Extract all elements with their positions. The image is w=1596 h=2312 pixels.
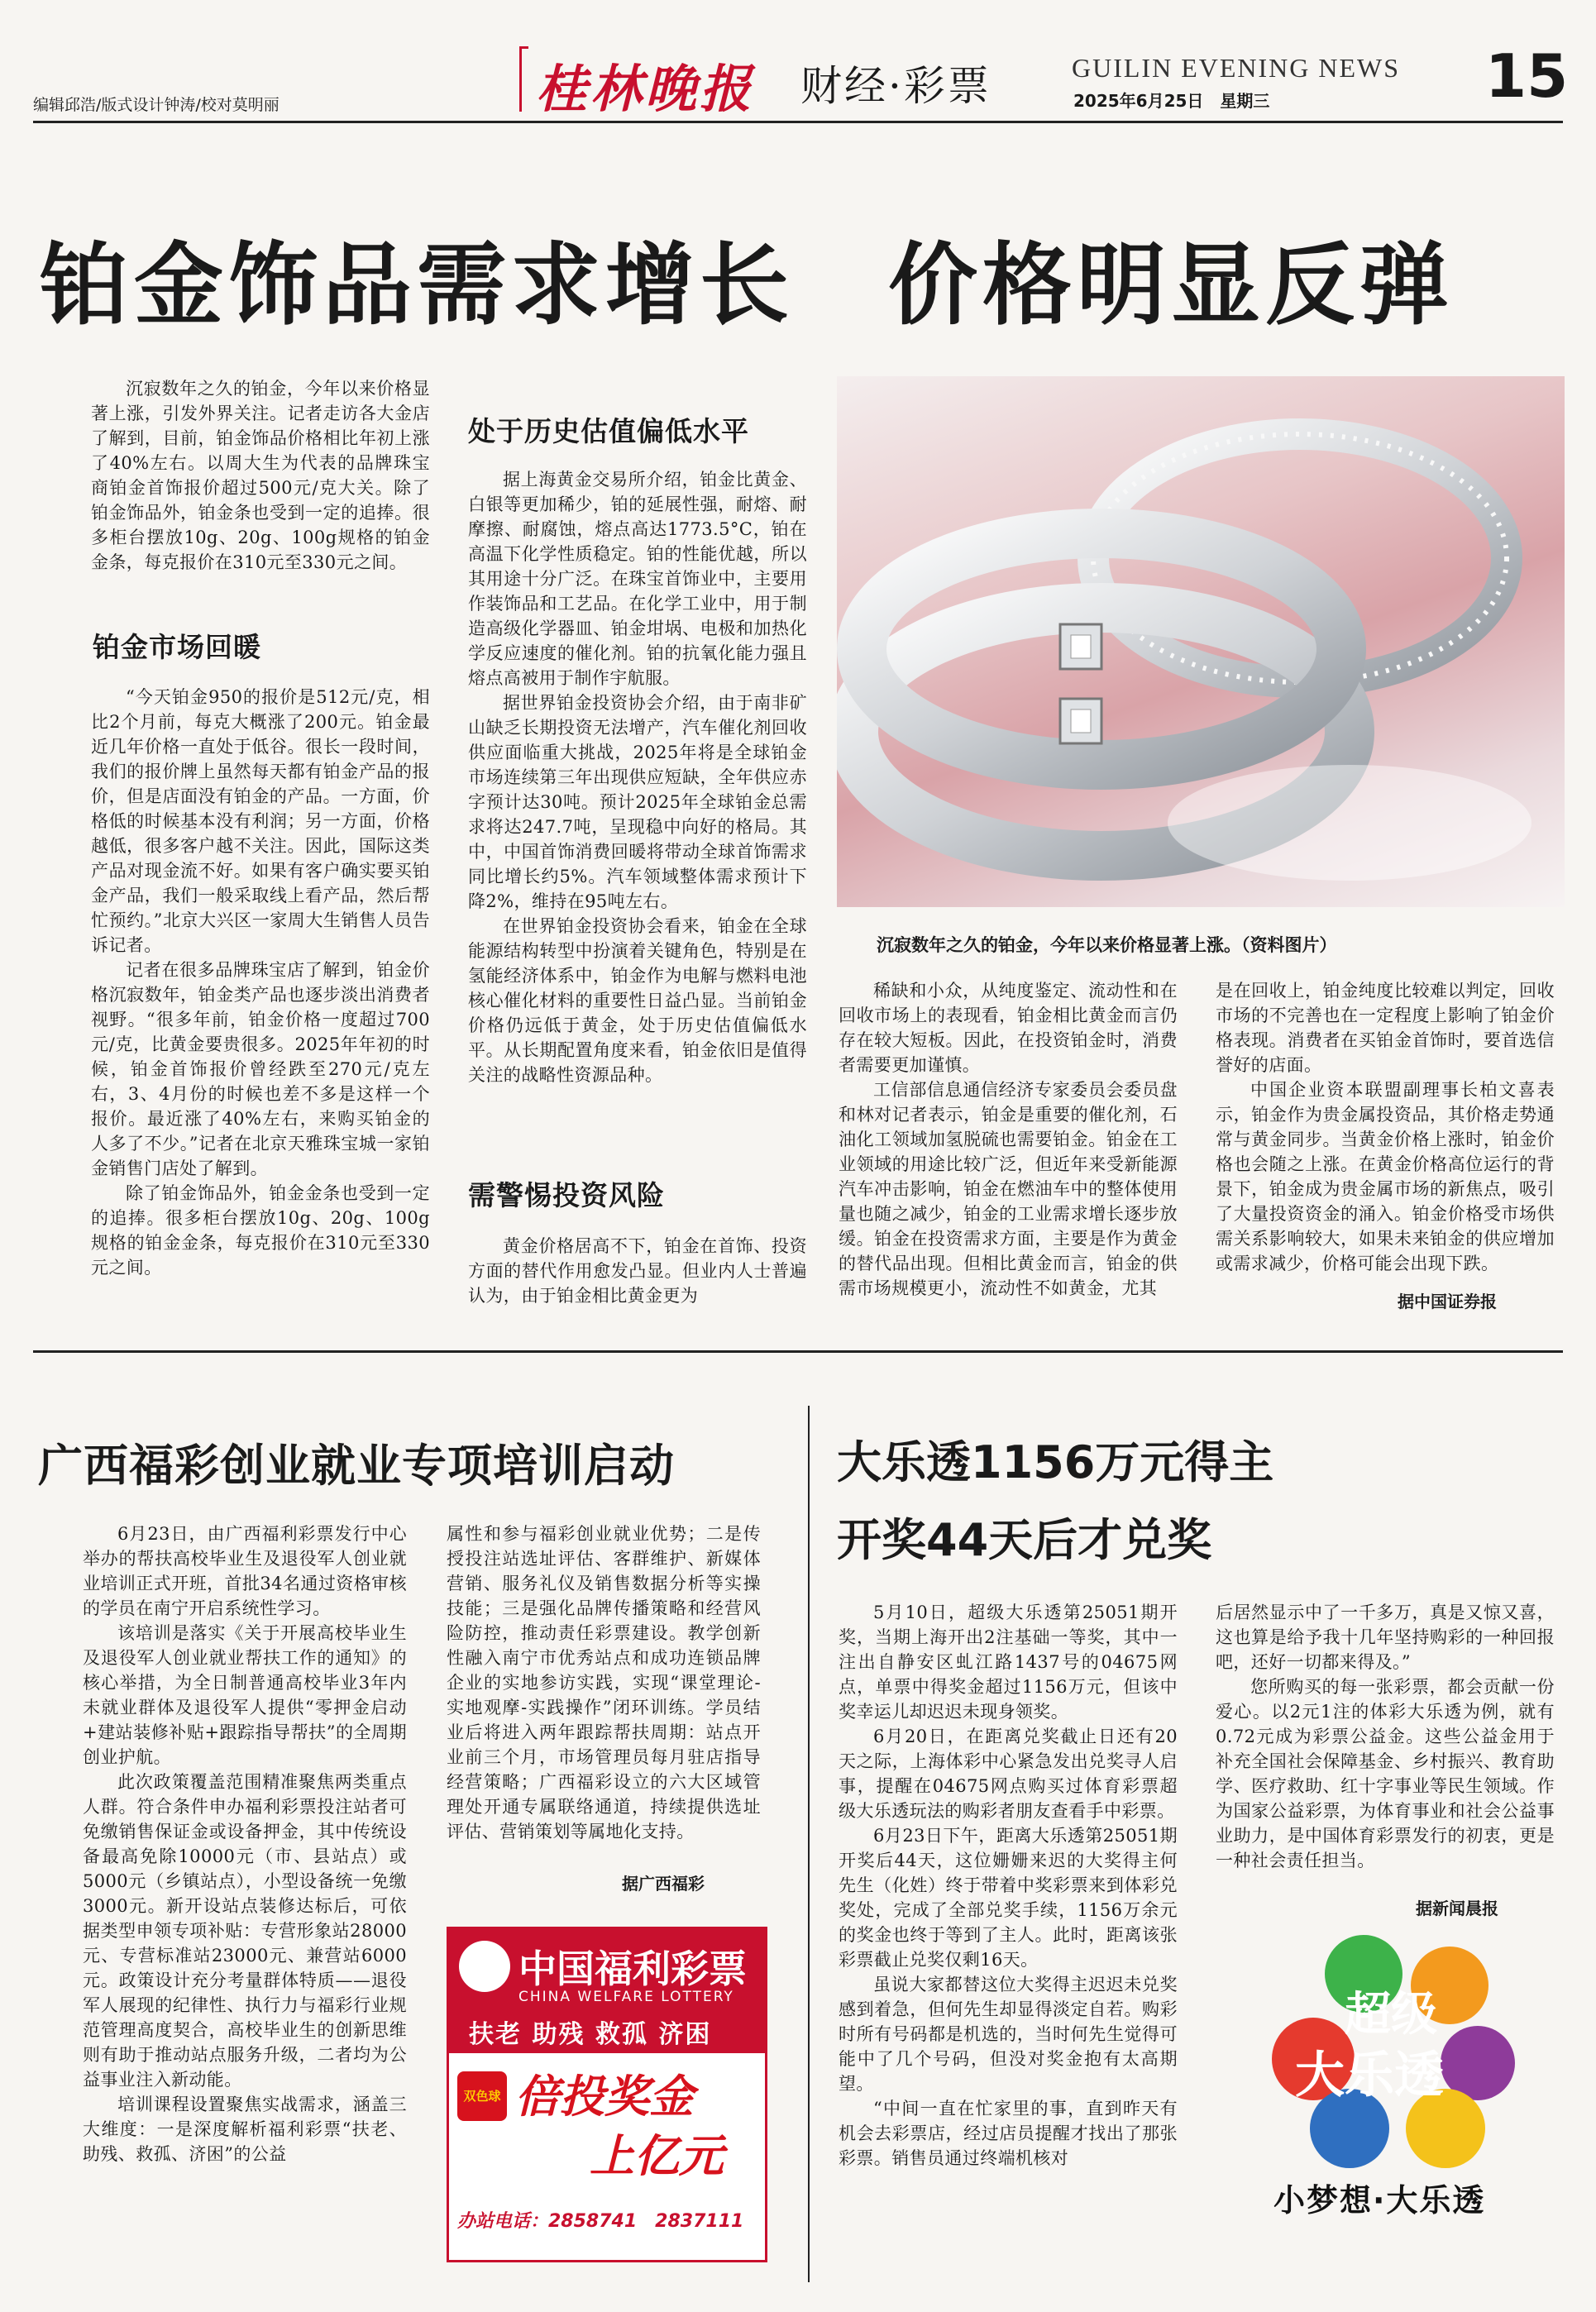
story1-col2-p4: 黄金价格居高不下，铂金在首饰、投资方面的替代作用愈发凸显。但业内人士普遍认为，由于铂金相比黄金更为 <box>468 1236 807 1306</box>
story2-headline: 广西福彩创业就业专项培训启动 <box>38 1440 675 1492</box>
story2-p1: 6月23日，由广西福利彩票发行中心举办的帮扶高校毕业生及退役军人创业就业培训正式开班，首批34名通过资格审核的学员在南宁开启系统性学习。 <box>83 1524 407 1618</box>
photo-caption: 沉寂数年之久的铂金，今年以来价格显著上涨。（资料图片） <box>877 935 1337 955</box>
paper-name-logo: 桂林晚报 <box>536 59 755 119</box>
story3-headline-line2: 开奖44天后才兑奖 <box>837 1514 1212 1566</box>
english-name: GUILIN EVENING NEWS <box>1072 53 1401 83</box>
story3-p4: 虽说大家都替这位大奖得主迟迟未兑奖感到着急，但何先生却显得淡定自若。购彩时所有号码都是机选的，当时何先生觉得可能中了几个号码，但没对奖金抱有太高期望。 <box>839 1975 1178 2094</box>
logo-text-line2: 大乐透 <box>1295 2047 1444 2104</box>
logo-slogan: 小梦想·大乐透 <box>1273 2182 1486 2219</box>
story1-credit: 据中国证券报 <box>1398 1292 1497 1311</box>
story1-col2-p3: 在世界铂金投资协会看来，铂金在全球能源结构转型中扮演着关键角色，特别是在氢能经济体系中，铂金作为电解与燃料电池核心催化材料的重要性日益凸显。当前铂金价格仍远低于黄金，处于历史估值偏低水平。从长期配置角度来看，铂金依旧是值得关注的战略性资源品种。 <box>468 916 807 1085</box>
issue-date: 2025年6月25日 星期三 <box>1073 91 1270 111</box>
logo-text-line1: 超级 <box>1345 1988 1437 2042</box>
welfare-logo-icon <box>459 1941 510 1992</box>
story3-column-1 <box>839 1600 1178 2171</box>
story1-column-1b <box>91 685 430 1280</box>
story3-p7: 您所购买的每一张彩票，都会贡献一份爱心。以2元1注的体彩大乐透为例，就有0.72元成为彩票公益金。这些公益金用于补充全国社会保障基金、乡村振兴、教育助学、医疗救助、红十字事业等民生领域。作为国家公益彩票，为体育事业和社会公益事业助力，是中国体育彩票发行的初衷，更是一种社会责任担当。 <box>1216 1677 1555 1870</box>
promo-line-2: 上亿元 <box>590 2130 724 2182</box>
story3-p3: 6月23日下午，距离大乐透第25051期开奖后44天，这位姗姗来迟的大奖得主何先生（化姓）终于带着中奖彩票来到体彩兑奖处，完成了全部兑奖手续，1156万余元的奖金也终于等到了主人。此时，距离该张彩票截止兑奖仅剩16天。 <box>839 1826 1178 1970</box>
story3-column-2 <box>1216 1600 1555 1873</box>
welfare-slogan: 扶老 助残 救孤 济困 <box>469 2020 712 2049</box>
story1-col2-p1: 据上海黄金交易所介绍，铂金比黄金、白银等更加稀少，铂的延展性强，耐熔、耐摩擦、耐腐蚀，熔点高达1773.5°C，铂在高温下化学性质稳定。铂的性能优越，所以其用途十分广泛。在珠宝首饰业中，主要用作装饰品和工艺品。在化学工业中，用于制造高级化学器皿、铂金坩埚、电极和加热化学反应速度的催化剂。铂的抗氧化能力强且熔点高被用于制作宇航服。 <box>468 470 807 688</box>
story1-col3-p2: 工信部信息通信经济专家委员会委员盘和林对记者表示，铂金是重要的催化剂，石油化工领域加氢脱硫也需要铂金。铂金在工业领域的用途比较广泛，但近年来受新能源汽车冲击影响，铂金在燃油车中的整体使用量也随之减少，铂金的工业需求增长逐步放缓。铂金在投资需求方面，主要是作为黄金的替代品出现。但相比黄金而言，铂金的供需市场规模更小，流动性不如黄金，尤其 <box>839 1080 1178 1298</box>
story1-column-1 <box>91 376 430 575</box>
story1-headline: 铂金饰品需求增长 价格明显反弹 <box>40 234 1455 337</box>
story3-p6: 后居然显示中了一千多万，真是又惊又喜，这也算是给予我十几年坚持购彩的一种回报吧，还好一切都来得及。” <box>1216 1603 1555 1672</box>
story1-col4-p1: 是在回收上，铂金纯度比较难以判定，回收市场的不完善也在一定程度上影响了铂金价格表现。消费者在买铂金首饰时，要首选信誉好的店面。 <box>1216 981 1555 1075</box>
promo-line-1: 倍投奖金 <box>515 2071 694 2123</box>
welfare-logo-block <box>449 1929 765 2053</box>
story1-subhead-3: 需警惕投资风险 <box>468 1179 665 1211</box>
header-rule <box>33 121 1563 123</box>
story1-column-4 <box>1216 978 1555 1276</box>
super-lotto-logo <box>1249 1927 1530 2219</box>
platinum-rings-photo <box>837 376 1565 907</box>
masthead-bracket <box>519 46 528 112</box>
story1-col2-p2: 据世界铂金投资协会介绍，由于南非矿山缺乏长期投资无法增产，汽车催化剂回收供应面临重大挑战，2025年将是全球铂金市场连续第三年出现供应短缺，全年供应赤字预计达30吨。预计2025年全球铂金总需求将达247.7吨，呈现稳中向好的格局。其中，中国首饰消费回暖将带动全球首饰需求同比增长约5%。汽车领域整体需求预计下降2%，维持在95吨左右。 <box>468 693 807 911</box>
welfare-brand-en: CHINA WELFARE LOTTERY <box>518 1989 734 2005</box>
staff-credits: 编辑邱浩/版式设计钟涛/校对莫明丽 <box>33 96 280 114</box>
section-divider <box>33 1350 1563 1353</box>
story3-headline-line1: 大乐透1156万元得主 <box>837 1436 1274 1488</box>
story1-intro: 沉寂数年之久的铂金，今年以来价格显著上涨，引发外界关注。记者走访各大金店了解到，目前，铂金饰品价格相比年初上涨了40%左右。以周大生为代表的品牌珠宝商铂金首饰报价超过500元/克大关。除了铂金饰品外，铂金条也受到一定的追捧。很多柜台摆放10g、20g、100g规格的铂金金条，每克报价在310元至330元之间。 <box>91 379 430 572</box>
page-number: 15 <box>1485 41 1569 111</box>
story3-p1: 5月10日，超级大乐透第25051期开奖，当期上海开出2注基础一等奖，其中一注出自静安区虬江路1437号的04675网点，单票中得奖金超过1156万元，但该中奖幸运儿却迟迟未现身领奖。 <box>839 1603 1178 1722</box>
story2-p4: 培训课程设置聚焦实战需求，涵盖三大维度：一是深度解析福利彩票“扶老、助残、救孤、济困”的公益 <box>83 2095 407 2164</box>
rings-illustration <box>837 376 1565 907</box>
story1-col3-p1: 稀缺和小众，从纯度鉴定、流动性和在回收市场上的表现看，铂金相比黄金而言仍存在较大短板。因此，在投资铂金时，消费者需要更加谨慎。 <box>839 981 1178 1075</box>
story3-p2: 6月20日，在距离兑奖截止日还有20天之际，上海体彩中心紧急发出兑奖寻人启事，提醒在04675网点购买过体育彩票超级大乐透玩法的购彩者朋友查看手中彩票。 <box>839 1727 1178 1821</box>
story3-p5: “中间一直在忙家里的事，直到昨天有机会去彩票店，经过店员提醒才找出了那张彩票。销售员通过终端机核对 <box>839 2099 1178 2168</box>
welfare-lottery-ad <box>447 1927 767 2262</box>
story1-column-2 <box>468 467 807 1087</box>
story2-p3: 此次政策覆盖范围精准聚焦两类重点人群。符合条件申办福利彩票投注站者可免缴销售保证金或设备押金，其中传统设备最高免除10000元（市、县站点）或5000元（乡镇站点），小型设备统一免缴3000元。新开设站点装修达标后，可依据类型申领专项补贴：专营形象站28000元、专营标准站23000元、兼营站6000元。政策设计充分考量群体特质——退役军人展现的纪律性、执行力与福彩行业规范管理高度契合，高校毕业生的创新思维则有助于推动站点服务升级，二者均为公益事业注入新动能。 <box>83 1772 407 2090</box>
vertical-divider <box>808 1406 810 2282</box>
story1-column-3 <box>839 978 1178 1301</box>
story1-col4-p2: 中国企业资本联盟副理事长柏文喜表示，铂金作为贵金属投资品，其价格走势通常与黄金同步。当黄金价格上涨时，铂金价格也会随之上涨。在黄金价格高位运行的背景下，铂金成为贵金属市场的新焦点，吸引了大量投资资金的涌入。铂金价格受市场供需关系影响较大，如果未来铂金的供应增加或需求减少，价格可能会出现下跌。 <box>1216 1080 1555 1273</box>
story2-p2: 该培训是落实《关于开展高校毕业生及退役军人创业就业帮扶工作的通知》的核心举措，为全日制普通高校毕业3年内未就业群体及退役军人提供“零押金启动+建站装修补贴+跟踪指导帮扶”的全周期创业护航。 <box>83 1623 407 1767</box>
story2-p5: 属性和参与福彩创业就业优势；二是传授投注站选址评估、客群维护、新媒体营销、服务礼仪及销售数据分析等实操技能；三是强化品牌传播策略和经营风险防控，推动责任彩票建设。教学创新性融入南宁市优秀站点和成功连锁品牌企业的实地参访实践，实现“课堂理论-实地观摩-实践操作”闭环训练。学员结业后将进入两年跟踪帮扶周期：站点开业前三个月，市场管理员每月驻店指导经营策略；广西福彩设立的六大区域管理处开通专属联络通道，持续提供选址评估、营销策划等属地化支持。 <box>447 1524 761 1841</box>
section-title: 财经·彩票 <box>800 62 992 110</box>
story1-subhead-2: 处于历史估值偏低水平 <box>468 415 749 447</box>
story1-subhead-1: 铂金市场回暖 <box>93 631 261 663</box>
story3-credit: 据新闻晨报 <box>1416 1899 1498 1918</box>
story1-col1-p3: 除了铂金饰品外，铂金金条也受到一定的追捧。很多柜台摆放10g、20g、100g规格的铂金金条，每克报价在310元至330元之间。 <box>91 1183 430 1278</box>
story2-credit: 据广西福彩 <box>622 1874 705 1894</box>
ad-phone: 办站电话：2858741 2837111 <box>457 2211 744 2232</box>
story1-column-2b <box>468 1234 807 1308</box>
story2-column-1 <box>83 1521 407 2166</box>
game-badge: 双色球 <box>457 2071 507 2121</box>
story1-col1-p2: 记者在很多品牌珠宝店了解到，铂金价格沉寂数年，铂金类产品也逐步淡出消费者视野。“很多年前，铂金价格一度超过700元/克，比黄金要贵很多。2025年年初的时候，铂金首饰报价曾经跌至270元/克左右，3、4月份的时候也差不多是这样一个报价。最近涨了40%左右，来购买铂金的人多了不少。”记者在北京天雅珠宝城一家铂金销售门店处了解到。 <box>91 960 430 1178</box>
story2-column-2 <box>447 1521 761 1844</box>
welfare-brand-cn: 中国福利彩票 <box>518 1947 747 1991</box>
story1-col1-p1: “今天铂金950的报价是512元/克，相比2个月前，每克大概涨了200元。铂金最近几年价格一直处于低谷。很长一段时间，我们的报价牌上虽然每天都有铂金产品的报价，但是店面没有铂金的产品。一方面，价格低的时候基本没有利润；另一方面，价格越低，很多客户越不关注。因此，国际这类产品对现金流不好。如果有客户确实要买铂金产品，我们一般采取线上看产品，然后帮忙预约。”北京大兴区一家周大生销售人员告诉记者。 <box>91 687 430 955</box>
